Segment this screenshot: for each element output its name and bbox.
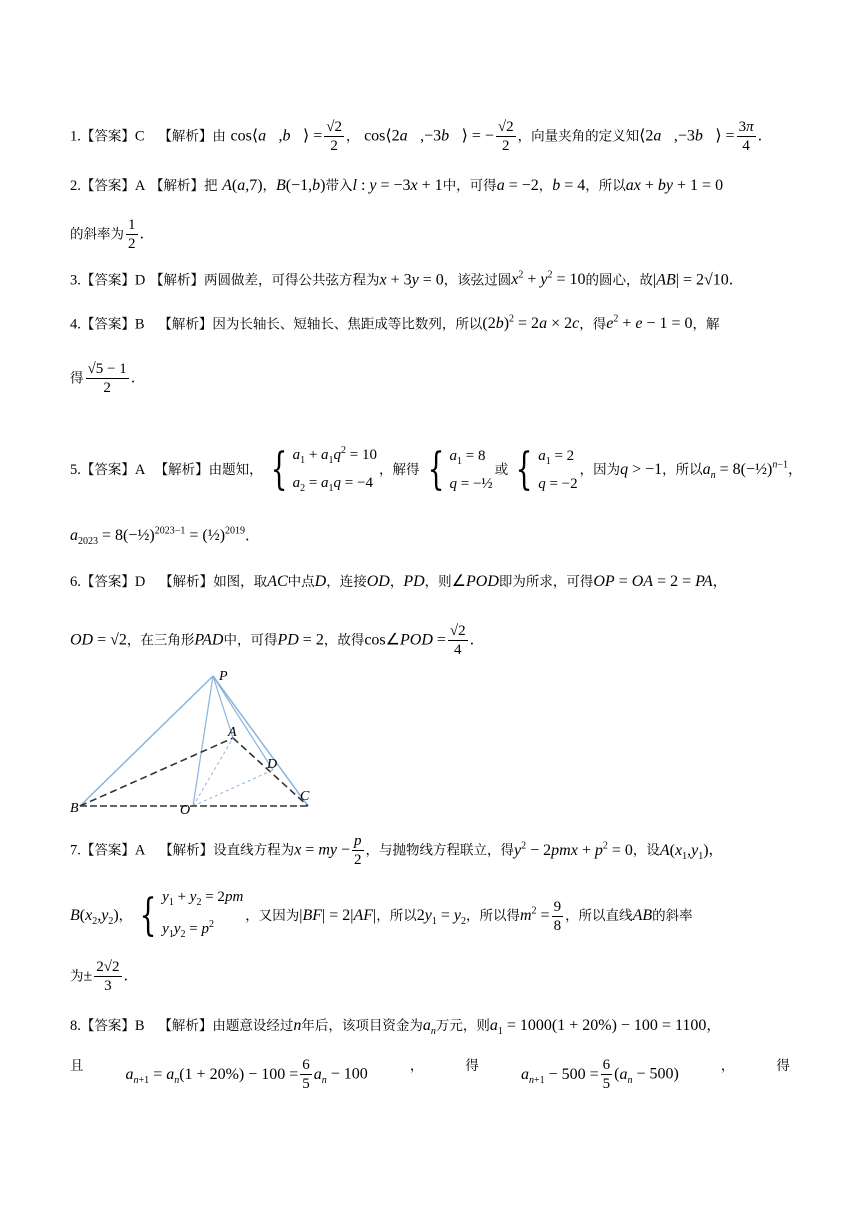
label-b: B [70,801,79,816]
answer-5: 5.【答案】A 【解析】由题知， { $a_1 + a_1q^2 = 10$ $a_2 = a_1q = -4$ ，解得 { $a_1 = 8$ q = −½ 或 { $a_1 = 2$ q = −2 ，因为q > −1，所以$a_n$ = 8(−½)$^{n-1}$， [70,444,803,495]
answer-7: 7.【答案】A 【解析】设直线方程为x = my − $\frac{p}{2}$ ，与抛物线方程联立，得$y^2 - 2pmx + p^2 = 0$，设$A(x_1,y_1)$， [70,833,724,868]
edge-bp [80,676,213,806]
answer-8: 8.【答案】B 【解析】由题意设经过n年后，该项目资金为$a_n$万元，则$a_1 = 1000(1 + 20\%) - 100 = 1100$， [70,1017,721,1038]
answer-1: 1.【答案】C 【解析】由 cos⟨a⃗,b⃗⟩ = $\frac{√2}{2}$ ， cos⟨2a⃗,−3b⃗⟩ = − $\frac{√2}{2}$ ，向量夹角的定义知⟨2a⃗,−3b⃗⟩ = $\frac{3\pi}{4}$ . [70,119,763,154]
answer-7-cont2: 为± $\frac{2√2}{3}$ . [70,959,129,994]
pyramid-figure [68,660,328,818]
answer-4: 4.【答案】B 【解析】因为长轴长、短轴长、焦距成等比数列，所以$(2b)^2 = 2a \times 2c$，得$e^2 + e - 1 = 0$，解 [70,314,720,333]
label-a: A [228,725,237,740]
answer-7-cont: $B(x_2,y_2)$， { $y_1 + y_2 = 2pm$ $y_1y_2 = p^2$ ，又因为|BF| = 2|AF|，所以$2y_1 = y_2$，所以得$m^2$ = $\frac{9}{8}$ ，所以直线AB的斜率 [70,889,693,941]
edge-po [193,676,213,806]
edge-pd [213,676,273,770]
label-p: P [219,669,228,684]
label-c: C [300,789,310,804]
answer-5-cont: $a_{2023}$ = 8(−½)$^{2023-1}$ = (½)$^{2019}$. [70,526,250,548]
label-d: D [267,757,278,772]
edge-od [193,770,273,806]
label-o: O [180,803,191,818]
answer-2: 2.【答案】A 【解析】把 A(a,7)，B(−1,b)带入l : y = −3x + 1中，可得a = −2，b = 4，所以ax + by + 1 = 0 [70,177,724,194]
answer-6: 6.【答案】D 【解析】如图，取AC中点D，连接OD，PD，则∠POD即为所求，可得OP = OA = 2 = PA， [70,573,728,590]
edge-ac [233,738,308,806]
answer-4-cont: 得 $\frac{√5 - 1}{2}$ . [70,361,136,396]
answer-3: 3.【答案】D 【解析】两圆做差，可得公共弦方程为x + 3y = 0，该弦过圆$x^2 + y^2 = 10$的圆心，故|AB| = 2√10. [70,270,734,289]
answer-6-cont: OD = √2，在三角形PAD中，可得PD = 2，故得cos∠POD = $\frac{√2}{4}$ . [70,623,475,658]
answer-2-cont: 的斜率为 $\frac{1}{2}$ . [70,217,145,252]
edge-oa [193,738,233,806]
answer-8-cont: 且 $a_{n+1} = a_n(1 + 20\%) - 100$ = $\frac{6}{5}$ $a_n - 100$ ， 得 $a_{n+1} - 500$ = $\frac{6}{5}$ $(a_n - 500)$ ， 得 [70,1057,790,1092]
edge-ba [80,738,233,806]
